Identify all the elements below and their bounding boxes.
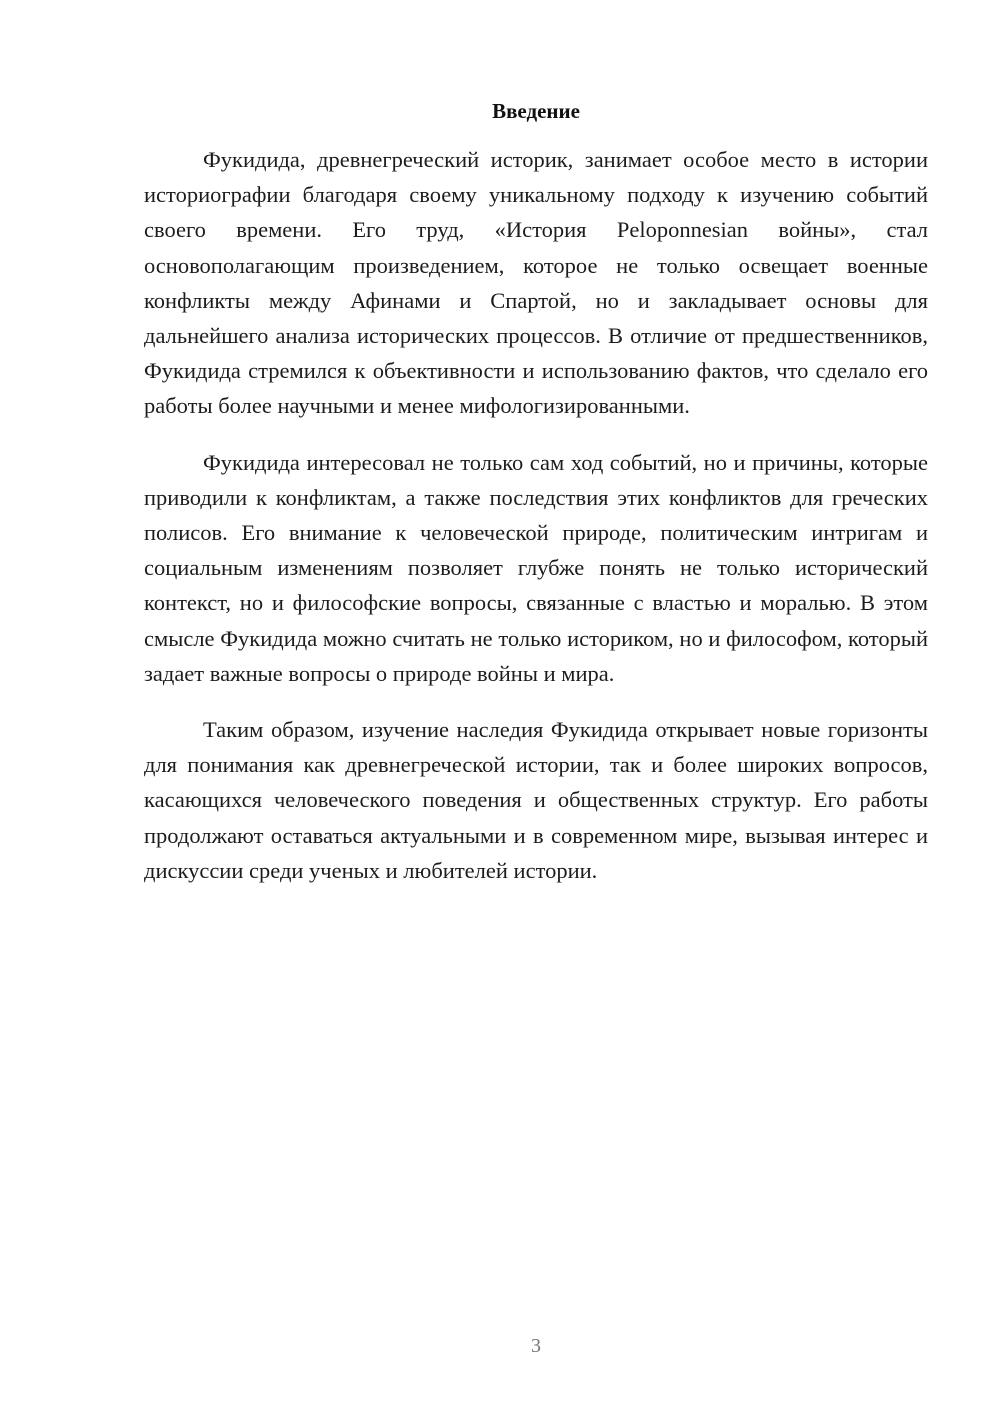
paragraph-3: Таким образом, изучение наследия Фукидида открывает новые горизонты для понимания как древнегреческой истории, так и более широких вопросов, касающихся человеческого поведения и общественных структур. Его работы продолжают оставаться актуальными и в современном мире, вызывая интерес и дискуссии среди ученых и любителей истории. (144, 717, 928, 883)
page-title: Введение (492, 99, 580, 123)
paragraph-1: Фукидида, древнегреческий историк, занимает особое место в истории историографии благодаря своему уникальному подходу к изучению событий своего времени. Его труд, «История Peloponnesian войны», стал основополагающим произведением, которое не только освещает военные конфликты между Афинами и Спартой, но и закладывает основы для дальнейшего анализа исторических процессов. В отличие от предшественников, Фукидида стремился к объективности и использованию фактов, что сделало его работы более научными и менее мифологизированными. (144, 147, 928, 419)
paragraph-2: Фукидида интересовал не только сам ход событий, но и причины, которые приводили к конфликтам, а также последствия этих конфликтов для греческих полисов. Его внимание к человеческой природе, политическим интригам и социальным изменениям позволяет глубже понять не только исторический контекст, но и философские вопросы, связанные с властью и моралью. В этом смысле Фукидида можно считать не только историком, но и философом, который задает важные вопросы о природе войны и мира. (144, 449, 928, 686)
page-number: 3 (531, 1335, 541, 1357)
body-text (144, 142, 928, 909)
